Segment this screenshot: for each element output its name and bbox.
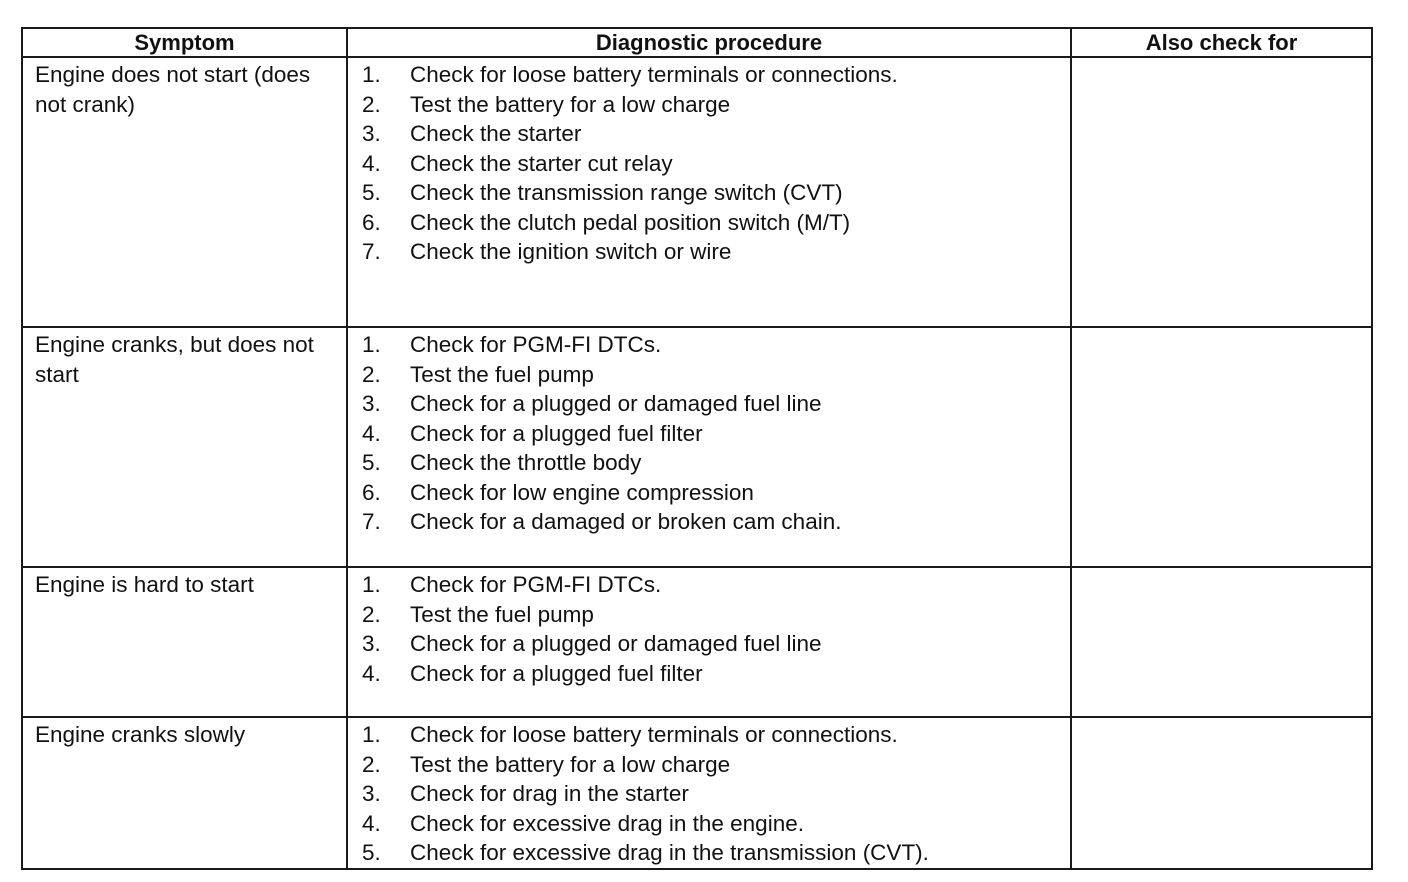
step-text: Check the ignition switch or wire: [410, 239, 732, 264]
procedure-step: [362, 809, 1070, 839]
step-number: 3.: [362, 631, 381, 656]
symptom-cell: Engine cranks slowly: [22, 717, 347, 869]
procedure-step: [362, 838, 1070, 868]
also-check-cell: [1071, 567, 1372, 717]
also-check-cell: [1071, 57, 1372, 327]
step-number: 4.: [362, 150, 381, 176]
table-row: [22, 57, 1372, 327]
table-row: [22, 567, 1372, 717]
also-check-cell: [1071, 717, 1372, 869]
procedure-step: [362, 478, 1070, 508]
step-text: Check for low engine compression: [410, 479, 754, 505]
step-text: Test the fuel pump: [410, 601, 594, 627]
step-text: Check the starter cut relay: [410, 150, 673, 176]
procedure-step: [362, 119, 1070, 149]
procedure-cell: [347, 327, 1071, 567]
step-text: Check for loose battery terminals or connections.: [410, 62, 898, 87]
procedure-step: [362, 507, 1070, 537]
step-number: 4.: [362, 660, 381, 686]
step-number: 5.: [362, 840, 381, 865]
table-row: [22, 327, 1372, 567]
procedure-list: [362, 720, 1070, 868]
header-diagnostic-procedure: Diagnostic procedure: [347, 28, 1071, 57]
symptom-cell: Engine is hard to start: [22, 567, 347, 717]
step-text: Check for drag in the starter: [410, 781, 689, 806]
procedure-step: [362, 779, 1070, 809]
step-number: 3.: [362, 121, 381, 146]
procedure-step: [362, 629, 1070, 659]
symptom-cell: Engine cranks, but does not start: [22, 327, 347, 567]
procedure-step: [362, 360, 1070, 390]
step-number: 2.: [362, 601, 381, 627]
procedure-step: [362, 208, 1070, 238]
table-row: [22, 717, 1372, 869]
step-number: 1.: [362, 62, 381, 87]
header-symptom: Symptom: [22, 28, 347, 57]
procedure-step: [362, 90, 1070, 120]
step-text: Check for loose battery terminals or connections.: [410, 722, 898, 747]
also-check-cell: [1071, 327, 1372, 567]
step-text: Check the transmission range switch (CVT): [410, 180, 843, 205]
procedure-cell: [347, 717, 1071, 869]
step-text: Check for a damaged or broken cam chain.: [410, 509, 842, 534]
step-text: Check the throttle body: [410, 450, 642, 475]
step-number: 2.: [362, 91, 381, 117]
procedure-step: [362, 178, 1070, 208]
step-text: Check for PGM-FI DTCs.: [410, 572, 662, 597]
step-text: Test the battery for a low charge: [410, 91, 731, 117]
step-text: Check for a plugged or damaged fuel line: [410, 631, 822, 656]
procedure-cell: [347, 567, 1071, 717]
step-number: 7.: [362, 239, 381, 264]
step-number: 3.: [362, 781, 381, 806]
step-number: 2.: [362, 361, 381, 387]
procedure-step: [362, 570, 1070, 600]
step-number: 1.: [362, 332, 381, 357]
procedure-step: [362, 330, 1070, 360]
step-text: Check the clutch pedal position switch (M/T): [410, 209, 851, 235]
procedure-list: [362, 330, 1070, 537]
header-also-check-for: Also check for: [1071, 28, 1372, 57]
step-text: Check the starter: [410, 121, 582, 146]
procedure-step: [362, 60, 1070, 90]
step-number: 4.: [362, 810, 381, 836]
table-header-row: [22, 28, 1372, 57]
step-text: Check for excessive drag in the transmission (CVT).: [410, 840, 929, 865]
procedure-step: [362, 600, 1070, 630]
step-number: 3.: [362, 391, 381, 416]
step-text: Check for a plugged fuel filter: [410, 420, 703, 446]
step-number: 5.: [362, 450, 381, 475]
step-text: Check for a plugged fuel filter: [410, 660, 703, 686]
procedure-list: [362, 60, 1070, 267]
step-text: Check for excessive drag in the engine.: [410, 810, 804, 836]
step-number: 2.: [362, 751, 381, 777]
step-number: 6.: [362, 479, 381, 505]
step-text: Check for PGM-FI DTCs.: [410, 332, 662, 357]
procedure-step: [362, 750, 1070, 780]
procedure-cell: [347, 57, 1071, 327]
procedure-step: [362, 389, 1070, 419]
step-text: Test the battery for a low charge: [410, 751, 731, 777]
step-number: 5.: [362, 180, 381, 205]
step-number: 4.: [362, 420, 381, 446]
procedure-step: [362, 149, 1070, 179]
step-text: Check for a plugged or damaged fuel line: [410, 391, 822, 416]
procedure-list: [362, 570, 1070, 688]
step-number: 1.: [362, 572, 381, 597]
table-body: [22, 57, 1372, 869]
step-number: 6.: [362, 209, 381, 235]
procedure-step: [362, 448, 1070, 478]
diagnostic-table: [21, 27, 1373, 870]
procedure-step: [362, 720, 1070, 750]
procedure-step: [362, 659, 1070, 689]
step-number: 7.: [362, 509, 381, 534]
procedure-step: [362, 237, 1070, 267]
symptom-cell: Engine does not start (does not crank): [22, 57, 347, 327]
procedure-step: [362, 419, 1070, 449]
step-number: 1.: [362, 722, 381, 747]
step-text: Test the fuel pump: [410, 361, 594, 387]
